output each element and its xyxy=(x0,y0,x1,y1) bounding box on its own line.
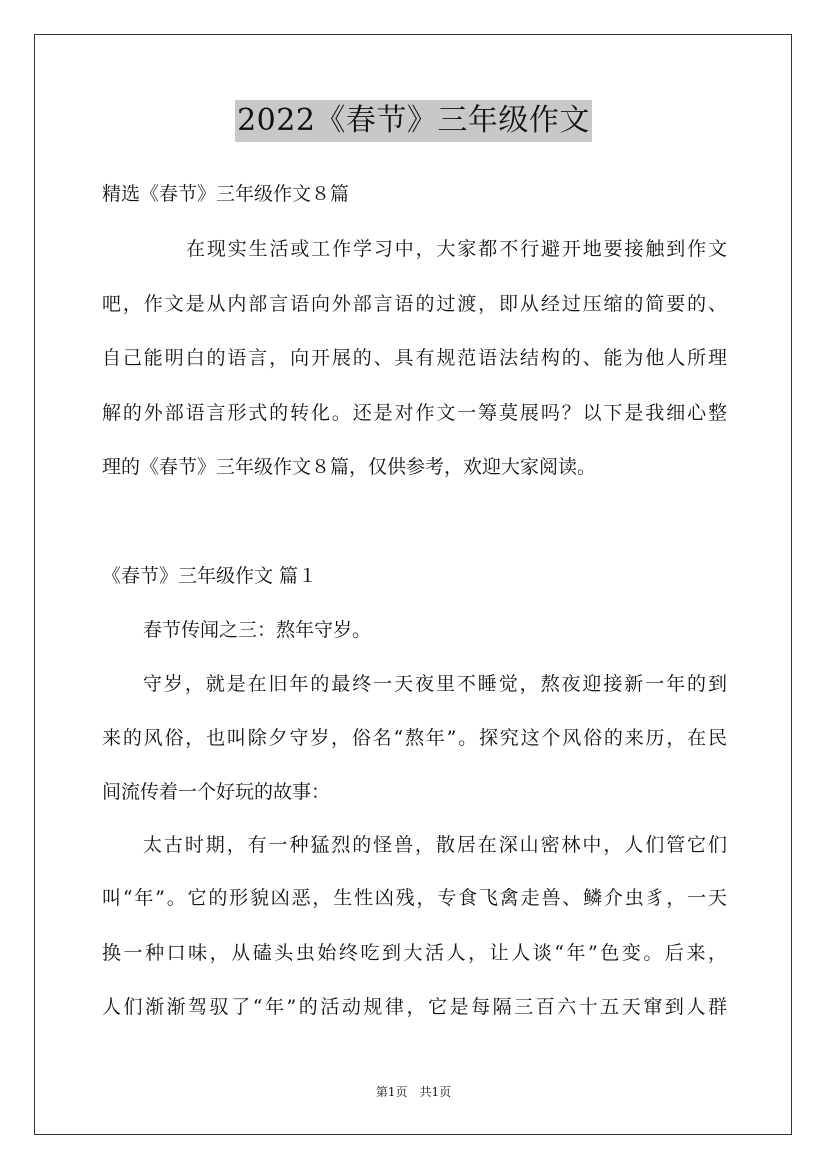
intro-line-5: 理的《春节》三年级作文８篇，仅供参考，欢迎大家阅读。 xyxy=(102,456,597,478)
intro-line-2: 吧，作文是从内部言语向外部言语的过渡，即从经过压缩的简要的、 xyxy=(102,293,727,315)
body-line-2: 守岁，就是在旧年的最终一天夜里不睡觉，熬夜迎接新一年的到 xyxy=(143,673,727,695)
body-line-3: 来的风俗，也叫除夕守岁，俗名“熬年”。探究这个风俗的来历，在民 xyxy=(102,727,727,749)
section-heading: 《春节》三年级作文 篇１ xyxy=(102,565,318,587)
document-title: 2022《春节》三年级作文 xyxy=(235,100,592,142)
body-line-5: 太古时期，有一种猛烈的怪兽，散居在深山密林中，人们管它们 xyxy=(143,834,727,856)
body-line-7: 换一种口味，从磕头虫始终吃到大活人，让人谈“年”色变。后来， xyxy=(102,942,727,964)
body-line-8: 人们渐渐驾驭了“年”的活动规律，它是每隔三百六十五天窜到人群 xyxy=(102,996,727,1018)
document-subtitle: 精选《春节》三年级作文８篇 xyxy=(102,183,350,205)
page-footer: 第1页 共1页 xyxy=(375,1085,452,1099)
body-line-1: 春节传闻之三：熬年守岁。 xyxy=(143,619,372,641)
body-line-6: 叫“年”。它的形貌凶恶，生性凶残，专食飞禽走兽、鳞介虫豸，一天 xyxy=(102,887,727,909)
intro-line-1: 在现实生活或工作学习中，大家都不行避开地要接触到作文 xyxy=(186,238,727,260)
title-container xyxy=(0,100,827,142)
intro-line-3: 自己能明白的语言，向开展的、具有规范语法结构的、能为他人所理 xyxy=(102,347,727,369)
body-line-4: 间流传着一个好玩的故事： xyxy=(102,781,331,803)
intro-line-4: 解的外部语言形式的转化。还是对作文一筹莫展吗？以下是我细心整 xyxy=(102,402,727,424)
